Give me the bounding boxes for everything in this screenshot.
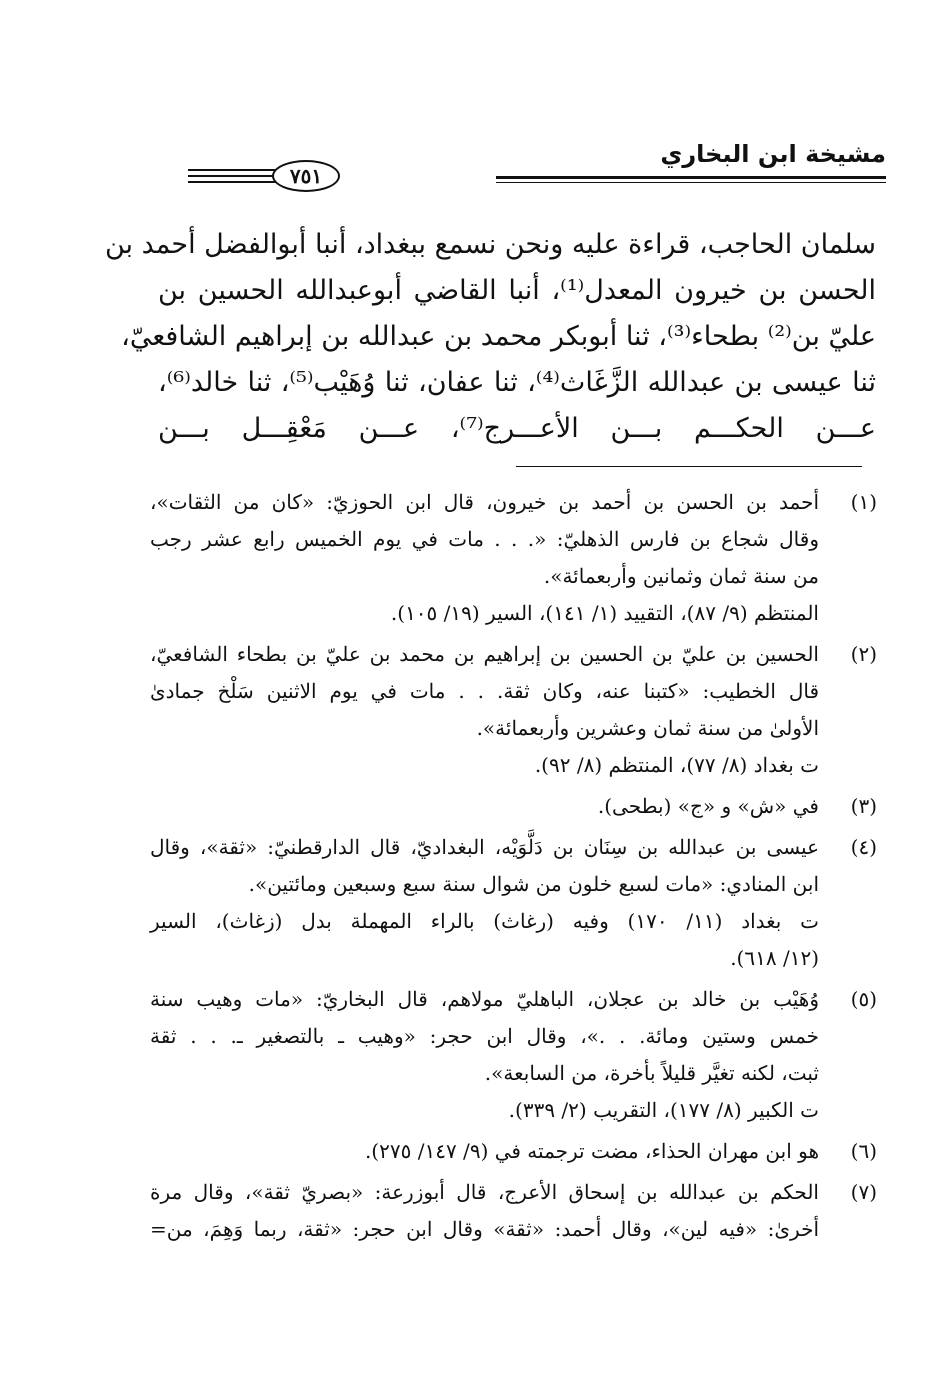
book-title: مشيخة ابن البخاري bbox=[660, 140, 886, 168]
page-number: ٧٥١ bbox=[289, 164, 323, 188]
page-number-badge bbox=[272, 160, 340, 192]
footnote-5 bbox=[150, 981, 877, 1129]
footnote-number: (٧) bbox=[850, 1180, 877, 1204]
footnote-4 bbox=[150, 829, 877, 977]
footnotes bbox=[150, 484, 877, 1252]
page-header bbox=[160, 140, 886, 190]
main-text-line: عليّ بن⁽²⁾ بطحاء⁽³⁾، ثنا أبوبكر محمد بن عبدالله بن إبراهيم الشافعيّ، bbox=[121, 321, 876, 352]
footnote-line: (١٢/ ٦١٨). bbox=[730, 946, 819, 970]
main-text bbox=[104, 222, 876, 452]
footnote-line: ت الكبير (٨/ ١٧٧)، التقريب (٢/ ٣٣٩). bbox=[508, 1098, 819, 1122]
footnote-line: أحمد بن الحسن بن أحمد بن خيرون، قال ابن الحوزيّ: «كان من الثقات»، bbox=[150, 490, 819, 514]
header-rule-thick bbox=[496, 176, 886, 179]
footnote-line: المنتظم (٩/ ٨٧)، التقييد (١/ ١٤١)، السير (١٩/ ١٠٥). bbox=[390, 601, 819, 625]
main-text-line: الحسن بن خيرون المعدل⁽¹⁾، أنبا القاضي أبوعبدالله الحسين بن bbox=[158, 275, 876, 306]
footnote-number: (٤) bbox=[850, 835, 877, 859]
footnote-line: الحكم بن عبدالله بن إسحاق الأعرج، قال أبوزرعة: «بصريّ ثقة»، وقال مرة bbox=[150, 1180, 819, 1204]
footnote-number: (٣) bbox=[850, 794, 877, 818]
footnote-number: (١) bbox=[850, 490, 877, 514]
footnote-line: ثبت، لكنه تغيَّر قليلاً بأخرة، من السابعة». bbox=[484, 1061, 819, 1085]
footnote-line: وُهَيْب بن خالد بن عجلان، الباهليّ مولاهم، قال البخاريّ: «مات وهيب سنة bbox=[150, 987, 819, 1011]
footnote-line: الأولىٰ من سنة ثمان وعشرين وأربعمائة». bbox=[476, 716, 819, 740]
footnote-line: ابن المنادي: «مات لسبع خلون من شوال سنة سبع وسبعين ومائتين». bbox=[248, 872, 819, 896]
footnote-line: قال الخطيب: «كتبنا عنه، وكان ثقة. . . مات في يوم الاثنين سَلْخ جمادىٰ bbox=[150, 679, 819, 703]
footnote-line: ت بغداد (٨/ ٧٧)، المنتظم (٨/ ٩٢). bbox=[534, 753, 819, 777]
footnote-line: من سنة ثمان وثمانين وأربعمائة». bbox=[543, 564, 819, 588]
footnote-line: خمس وستين ومائة. . .»، وقال ابن حجر: «وهيب ـ بالتصغير ـ. . . ثقة bbox=[150, 1024, 819, 1048]
header-rule-left bbox=[188, 169, 280, 171]
footnote-number: (٦) bbox=[850, 1139, 877, 1163]
header-rule-left bbox=[188, 175, 280, 177]
footnote-line: وقال شجاع بن فارس الذهليّ: «. . . مات في يوم الخميس رابع عشر رجب bbox=[150, 527, 819, 551]
footnote-separator bbox=[516, 466, 862, 467]
footnote-line: أخرىٰ: «فيه لين»، وقال أحمد: «ثقة» وقال ابن حجر: «ثقة، ربما وَهِمَ، من= bbox=[150, 1217, 819, 1241]
footnote-3 bbox=[150, 788, 877, 825]
footnote-line: عيسى بن عبدالله بن سِنَان بن دَلَّوَيْه، البغداديّ، قال الدارقطنيّ: «ثقة»، وقال bbox=[150, 835, 819, 859]
main-text-line: عـــن الحكـــم بـــن الأعـــرج⁽⁷⁾، عـــن مَعْقِـــل بـــن bbox=[158, 413, 876, 444]
footnote-number: (٥) bbox=[850, 987, 877, 1011]
footnote-2 bbox=[150, 636, 877, 784]
footnote-line: هو ابن مهران الحذاء، مضت ترجمته في (٩/ ١٤٧/ ٢٧٥). bbox=[364, 1139, 819, 1163]
header-rule-thin bbox=[496, 182, 886, 183]
footnote-line: الحسين بن عليّ بن الحسين بن إبراهيم بن محمد بن عليّ بن بطحاء الشافعيّ، bbox=[150, 642, 819, 666]
footnote-line: في «ش» و «ج» (بطحى). bbox=[597, 794, 819, 818]
main-text-line: ثنا عيسى بن عبدالله الزَّغَاث⁽⁴⁾، ثنا عفان، ثنا وُهَيْب⁽⁵⁾، ثنا خالد⁽⁶⁾، bbox=[158, 367, 876, 398]
footnote-number: (٢) bbox=[850, 642, 877, 666]
main-text-line: سلمان الحاجب، قراءة عليه ونحن نسمع ببغداد، أنبا أبوالفضل أحمد بن bbox=[104, 229, 876, 260]
footnote-line: ت بغداد (١١/ ١٧٠) وفيه (رغاث) بالراء المهملة بدل (زغاث)، السير bbox=[150, 909, 819, 933]
footnote-7 bbox=[150, 1174, 877, 1248]
header-rule-left bbox=[188, 181, 280, 183]
footnote-1 bbox=[150, 484, 877, 632]
footnote-6 bbox=[150, 1133, 877, 1170]
